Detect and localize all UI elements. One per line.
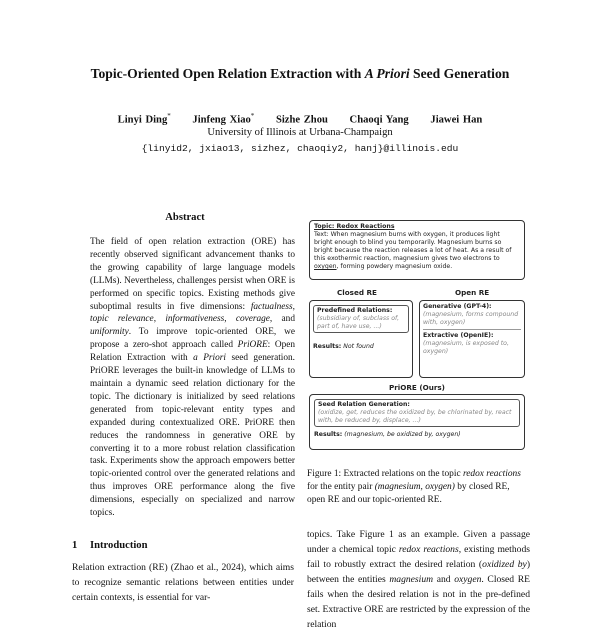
right-column-body: topics. Take Figure 1 as an example. Given a passage under a chemical topic redox reactions, existing methods fail to robustly extract the desired relation (oxidized by) between the entities magnesium and oxygen. Closed RE fails when the desired relation is not in the pre-defined set. Extractive ORE are restricted by the expression of the relation (307, 529, 531, 630)
author-emails: {linyid2, jxiao13, sizhez, chaoqiy2, hanj}@illinois.edu (141, 143, 459, 154)
priore-results: Results: (magnesium, be oxidized by, oxygen) (314, 431, 461, 438)
author-name: Sizhe Zhou (275, 114, 328, 126)
author-name: Chaoqi Yang (349, 114, 409, 126)
figure-passage-text: Text: When magnesium burns with oxygen, it produces light bright enough to blind you temporarily. Magnesium burns so bright because the reaction releases a lot of heat. As a result of this exothermic reaction, magnesium gives two electrons to oxygen, forming powdery magnesium oxide. (314, 231, 512, 270)
abstract-heading: Abstract (165, 212, 205, 223)
author-name: Jiawei Han (430, 114, 483, 126)
affiliation: University of Illinois at Urbana-Champaign (207, 127, 393, 138)
section-heading-introduction: 1 Introduction (72, 540, 148, 551)
figure-1 (307, 220, 530, 457)
closed-re-box (309, 300, 413, 378)
open-re-title: Open RE (455, 288, 490, 297)
extractive-value: (magnesium, is exposed to, oxygen) (423, 340, 509, 355)
author-name: Jinfeng Xiao (192, 114, 251, 126)
closed-re-title: Closed RE (337, 288, 377, 297)
generative-label: Generative (GPT-4): (423, 303, 492, 310)
author-list: Linyi Ding* Jinfeng Xiao* Sizhe Zhou Chaoqi Yang Jiawei Han (117, 112, 483, 126)
predefined-relations-label: Predefined Relations: (317, 307, 393, 314)
generative-value: (magnesium, forms compound with, oxygen) (423, 311, 519, 326)
paper-title: Topic-Oriented Open Relation Extraction with A Priori Seed Generation (90, 66, 510, 81)
open-re-box (419, 300, 525, 378)
closed-re-results: Results: Not found (313, 343, 374, 350)
introduction-body: Relation extraction (RE) (Zhao et al., 2024), which aims to recognize semantic relations between entities under certain contexts, is essential for var- (72, 562, 294, 604)
priore-title: PriORE (Ours) (389, 383, 445, 392)
figure-topic-label: Topic: Redox Reactions (314, 223, 395, 230)
predefined-relations-values: (subsidiary of, subclass of, part of, have use, ...) (317, 315, 400, 330)
figure-passage-box (309, 220, 525, 280)
seed-relation-values: (oxidize, get, reduces the oxidized by, be chlorinated by, react with, be reduced by, displace, ...) (318, 409, 512, 424)
priore-box (309, 394, 525, 450)
abstract-body: The field of open relation extraction (ORE) has recently observed significant advancement thanks to the growing capability of large language models (LLMs). Nevertheless, challenges persist when ORE is performed on specific topics. Existing methods give suboptimal results in five dimensions: factualness, topic relevance, informativeness, coverage, and uniformity. To improve topic-oriented ORE, we propose a zero-shot approach called PriORE: Open Relation Extraction with a Priori seed generation. PriORE leverages the built-in knowledge of LLMs to maintain a dynamic seed relation dictionary for the topic. The dictionary is initialized by seed relations generated from topic-relevant entity types and expanded during contextualized ORE. PriORE then reduces the randomness in generative ORE by converting it to a more robust relation classification task. Experiments show the approach empowers better topic-oriented control over the generated relations and thus improves ORE performance along the five dimensions, especially on specialized and narrow topics. (90, 237, 295, 519)
figure-caption: Figure 1: Extracted relations on the topic redox reactions for the entity pair (magnesium, oxygen) by closed RE, open RE and our topic-oriented RE. (307, 469, 521, 505)
author-name: Linyi Ding (117, 114, 168, 126)
seed-relation-label: Seed Relation Generation: (318, 401, 410, 408)
extractive-label: Extractive (OpenIE): (423, 332, 494, 339)
